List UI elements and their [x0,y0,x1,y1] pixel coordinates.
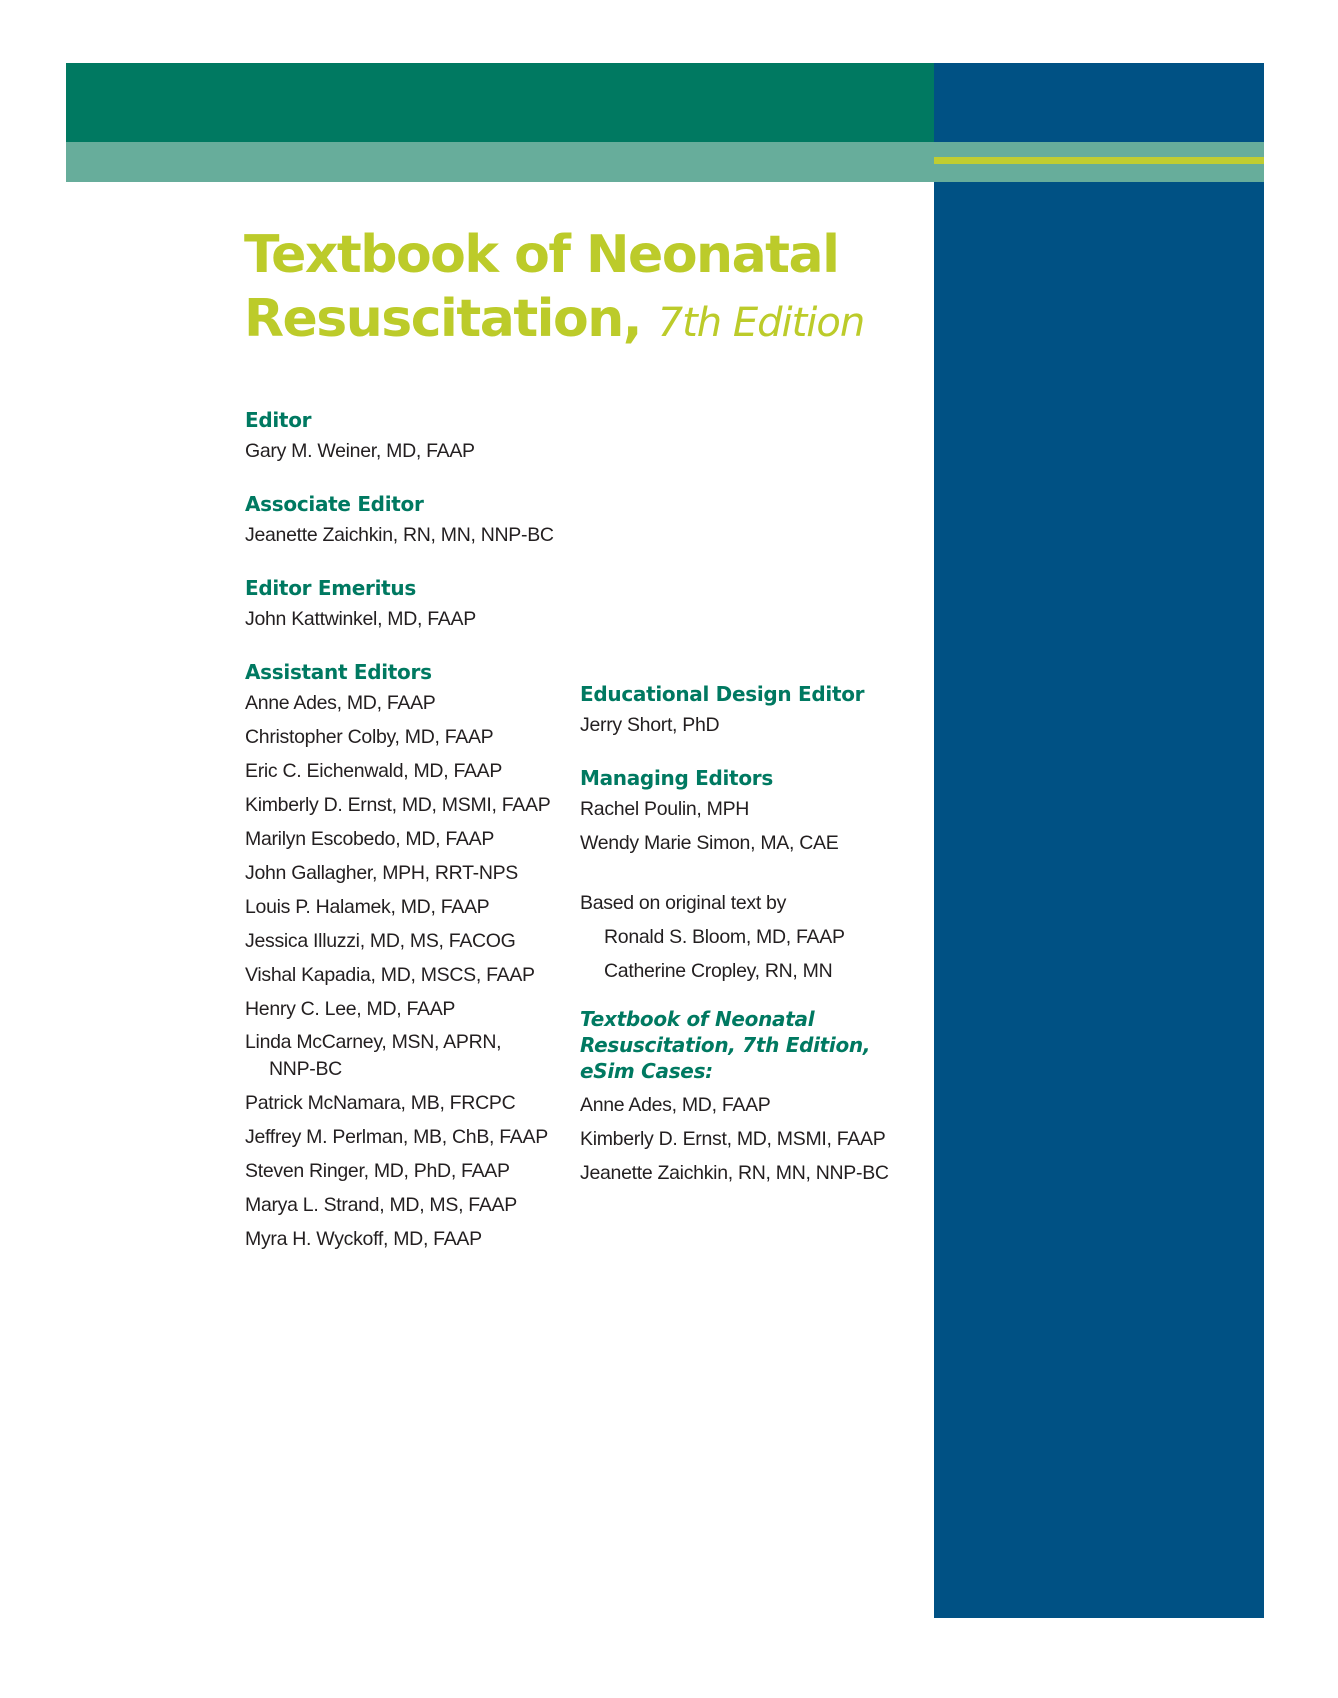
esim-author-name: Anne Ades, MD, FAAP [580,1094,771,1116]
managing-editors-heading: Managing Editors [580,766,773,790]
associate-editor-name: Jeanette Zaichkin, RN, MN, NNP-BC [245,524,554,546]
esim-heading-line: Textbook of Neonatal [580,1007,815,1031]
assistant-editor-name: Eric C. Eichenwald, MD, FAAP [245,760,503,782]
editor-emeritus-heading: Editor Emeritus [245,576,416,600]
assistant-editor-name-line-1: Linda McCarney, MSN, APRN, [245,1031,502,1053]
managing-editor-name: Rachel Poulin, MPH [580,798,750,820]
header-stripe-lime [934,157,1264,164]
assistant-editor-name: Marya L. Strand, MD, MS, FAAP [245,1194,517,1216]
assistant-editors-section [245,658,575,1256]
original-author-name: Ronald S. Bloom, MD, FAAP [604,926,845,948]
title-edition: 7th Edition [657,300,865,346]
educational-design-editor-heading: Educational Design Editor [580,682,865,706]
assistant-editor-name: Vishal Kapadia, MD, MSCS, FAAP [245,964,535,986]
managing-editors-section [580,764,910,860]
assistant-editors-heading: Assistant Editors [245,660,432,684]
esim-section [580,1006,910,1190]
managing-editor-name: Wendy Marie Simon, MA, CAE [580,832,839,854]
assistant-editor-name-line-2: NNP-BC [269,1058,342,1080]
header-band-green [66,63,934,142]
esim-heading-line: Resuscitation, 7th Edition, [580,1033,871,1057]
assistant-editor-name: Steven Ringer, MD, PhD, FAAP [245,1160,510,1182]
original-author-name: Catherine Cropley, RN, MN [604,960,833,982]
assistant-editor-name: Patrick McNamara, MB, FRCPC [245,1092,516,1114]
title-line-2 [244,287,864,355]
assistant-editor-name: Jessica Illuzzi, MD, MS, FACOG [245,930,516,952]
assistant-editor-name: Henry C. Lee, MD, FAAP [245,998,456,1020]
assistant-editor-name: John Gallagher, MPH, RRT-NPS [245,862,519,884]
assistant-editor-name: Kimberly D. Ernst, MD, MSMI, FAAP [245,794,551,816]
assistant-editor-name: Jeffrey M. Perlman, MB, ChB, FAAP [245,1126,548,1148]
esim-author-name: Kimberly D. Ernst, MD, MSMI, FAAP [580,1128,886,1150]
page-title [244,223,864,355]
assistant-editor-name: Marilyn Escobedo, MD, FAAP [245,828,495,850]
esim-author-name: Jeanette Zaichkin, RN, MN, NNP-BC [580,1162,889,1184]
assistant-editor-name: Louis P. Halamek, MD, FAAP [245,896,490,918]
esim-heading-line: eSim Cases: [580,1059,713,1083]
assistant-editor-name: Christopher Colby, MD, FAAP [245,726,494,748]
side-column-blue [934,182,1264,1618]
original-text-intro: Based on original text by [580,892,787,914]
editor-emeritus-section [245,574,575,636]
educational-design-editor-name: Jerry Short, PhD [580,714,720,736]
editor-name: Gary M. Weiner, MD, FAAP [245,440,475,462]
header-band-blue [934,63,1264,142]
editor-heading: Editor [245,408,312,432]
editor-section [245,406,575,468]
assistant-editor-name: Myra H. Wyckoff, MD, FAAP [245,1228,482,1250]
title-line-1: Textbook of Neonatal [244,225,839,285]
associate-editor-section [245,490,575,552]
editor-emeritus-name: John Kattwinkel, MD, FAAP [245,608,476,630]
right-column [580,680,910,1212]
left-column [245,406,575,1278]
assistant-editor-name [245,1026,575,1086]
title-line-2-text: Resuscitation, [244,289,642,349]
assistant-editor-name: Anne Ades, MD, FAAP [245,692,436,714]
original-text-section [580,886,910,988]
associate-editor-heading: Associate Editor [245,492,424,516]
educational-design-editor-section [580,680,910,742]
